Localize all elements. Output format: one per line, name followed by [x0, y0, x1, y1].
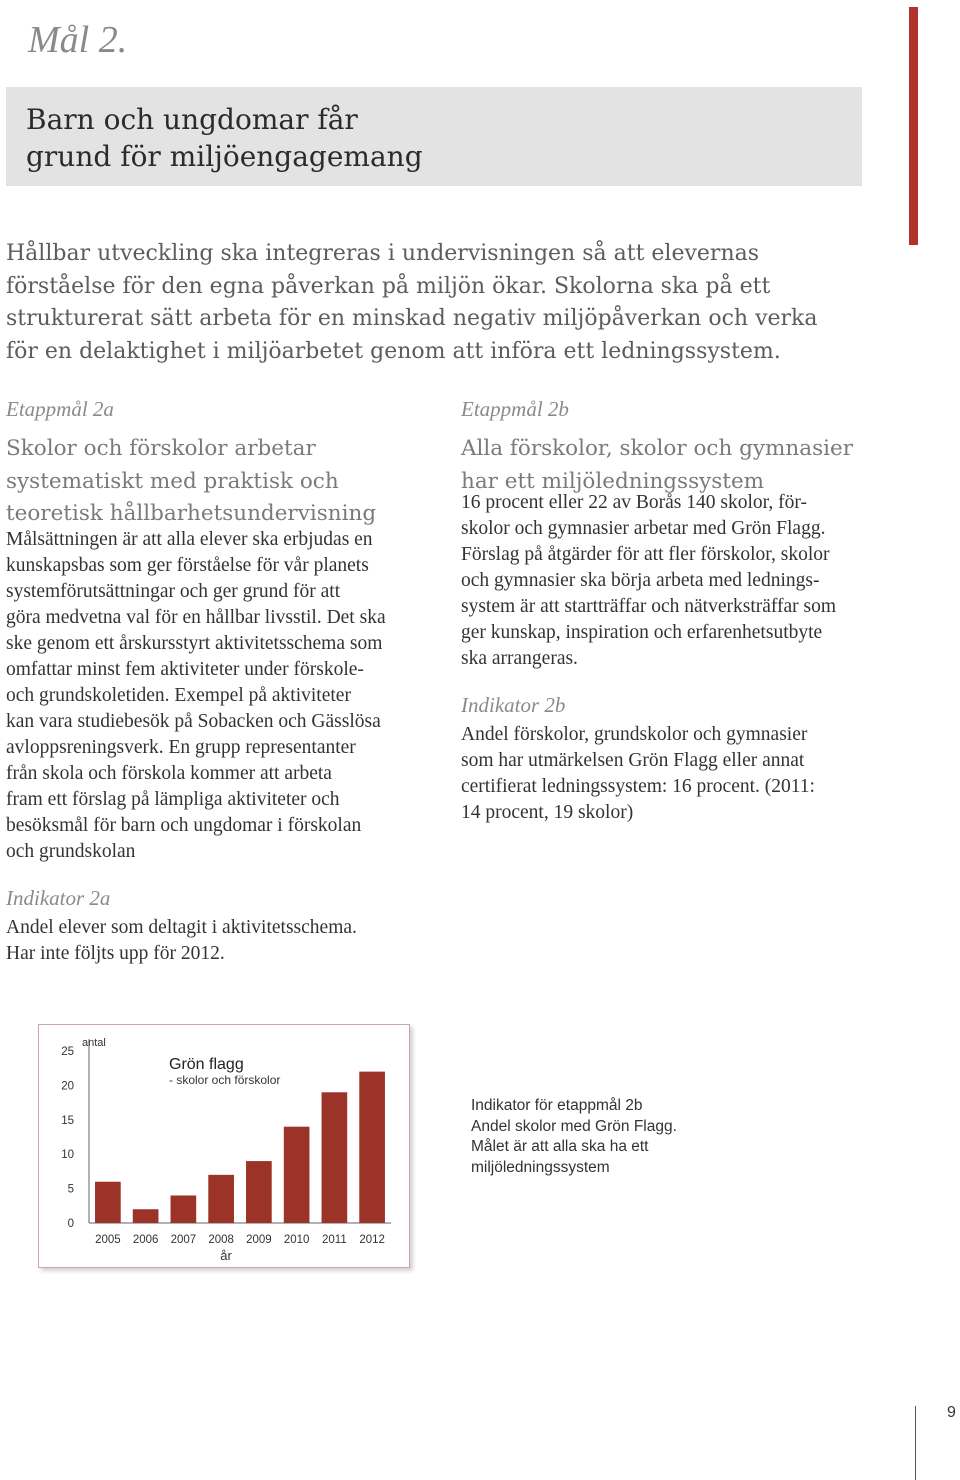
bars-group	[95, 1072, 385, 1223]
body-line: och grundskoletiden. Exempel på aktiviteter	[6, 684, 351, 706]
y-ticks-group	[61, 1046, 74, 1230]
page-title-line: Barn och ungdomar får	[26, 103, 358, 136]
body-line: fram ett förslag på lämpliga aktiviteter och	[6, 788, 340, 810]
indikator-2b-body	[461, 722, 891, 826]
bar-2011	[322, 1092, 348, 1223]
body-line: 14 procent, 19 skolor)	[461, 802, 634, 823]
y-tick-label: 20	[61, 1080, 74, 1093]
goal-label: Mål 2.	[28, 19, 128, 61]
body-line: 16 procent eller 22 av Borås 140 skolor, för-	[461, 492, 807, 513]
etappmal-2b-label: Etappmål 2b	[461, 397, 569, 421]
intro-paragraph	[6, 238, 876, 368]
intro-line: strukturerat sätt arbeta för en minskad negativ miljöpåverkan och verka	[6, 306, 818, 331]
y-tick-label: 25	[61, 1046, 74, 1058]
etappmal-2b-body	[461, 490, 891, 672]
body-line: Har inte följts upp för 2012.	[6, 943, 225, 964]
caption-line: Indikator för etappmål 2b	[471, 1097, 643, 1114]
etappmal-2a-section	[6, 396, 426, 865]
body-line: som har utmärkelsen Grön Flagg eller annat	[461, 750, 805, 771]
body-line: systemförutsättningar och ger grund för att	[6, 580, 341, 602]
page-title	[26, 101, 423, 175]
etappmal-2a-title-line: systematiskt med praktisk och	[6, 468, 339, 494]
x-tick-label: 2009	[246, 1234, 272, 1246]
caption-line: miljöledningssystem	[471, 1158, 610, 1176]
bar-2006	[133, 1209, 159, 1223]
page-number: 9	[947, 1404, 956, 1421]
body-line: Andel elever som deltagit i aktivitetsschema.	[6, 917, 357, 938]
etappmal-2a-title-line: Skolor och förskolor arbetar	[6, 436, 316, 461]
x-tick-label: 2012	[359, 1234, 385, 1246]
indikator-2b-label: Indikator 2b	[461, 693, 566, 717]
body-line: system är att startträffar och nätverksträffar som	[461, 596, 837, 617]
intro-line: Hållbar utveckling ska integreras i undervisningen så att elevernas	[6, 241, 760, 266]
x-tick-label: 2006	[132, 1234, 159, 1246]
body-line: omfattar minst fem aktiviteter under förskole-	[6, 658, 364, 680]
etappmal-2b-title-line: har ett miljöledningssystem	[461, 468, 765, 494]
bar-2005	[95, 1182, 121, 1223]
body-line: och gymnasier ska börja arbeta med lednings-	[461, 570, 820, 591]
bar-2010	[284, 1127, 310, 1223]
bar-2012	[359, 1072, 385, 1223]
y-axis-label: antal	[82, 1037, 106, 1049]
etappmal-2b-section	[461, 396, 891, 826]
y-tick-label: 10	[61, 1149, 74, 1162]
body-line: certifierat ledningssystem: 16 procent. (2011:	[461, 776, 815, 797]
indikator-2a-body	[6, 915, 426, 967]
title-box	[6, 87, 862, 186]
body-line: Förslag på åtgärder för att fler förskolor, skolor	[461, 544, 830, 565]
x-tick-label: 2010	[283, 1234, 310, 1246]
body-line: och grundskolan	[6, 840, 136, 862]
x-tick-label: 2005	[95, 1234, 121, 1246]
x-tick-label: 2007	[170, 1234, 197, 1246]
etappmal-2b-title-line: Alla förskolor, skolor och gymnasier	[461, 436, 853, 461]
body-line: från skola och förskola kommer att arbeta	[6, 762, 332, 784]
etappmal-2a-label: Etappmål 2a	[6, 397, 114, 421]
y-tick-label: 0	[67, 1218, 74, 1230]
body-line: skolor och gymnasier arbetar med Grön Flagg.	[461, 518, 826, 539]
intro-line: för en delaktighet i miljöarbetet genom att införa ett ledningssystem.	[6, 338, 781, 364]
intro-line: förståelse för den egna påverkan på miljön ökar. Skolorna ska på ett	[6, 273, 771, 299]
body-line: ska arrangeras.	[461, 648, 578, 669]
body-line: göra medvetna val för en hållbar livsstil. Det ska	[6, 606, 386, 628]
y-tick-label: 5	[67, 1183, 74, 1196]
caption-line: Andel skolor med Grön Flagg.	[471, 1117, 677, 1135]
bar-2007	[171, 1195, 197, 1223]
etappmal-2b-title	[461, 433, 891, 498]
x-ticks-group	[95, 1234, 385, 1246]
x-tick-label: 2008	[208, 1234, 234, 1246]
body-line: avloppsreningsverk. En grupp representanter	[6, 736, 356, 758]
indikator-2a-label: Indikator 2a	[6, 886, 111, 910]
bar-2009	[246, 1161, 272, 1223]
x-axis-label: år	[220, 1248, 232, 1263]
etappmal-2a-title-line: teoretisk hållbarhetsundervisning	[6, 501, 377, 526]
caption-line: Målet är att alla ska ha ett	[471, 1138, 649, 1155]
bar-2008	[208, 1175, 234, 1223]
etappmal-2a-body	[6, 527, 426, 865]
etappmal-2a-title	[6, 433, 426, 531]
bar-chart-svg	[39, 1025, 409, 1267]
gron-flagg-chart	[38, 1024, 410, 1268]
body-line: ger kunskap, inspiration och erfarenhetsutbyte	[461, 622, 823, 643]
accent-bar	[909, 7, 918, 245]
body-line: Andel förskolor, grundskolor och gymnasier	[461, 724, 808, 745]
indikator-2a-section	[6, 885, 426, 967]
body-line: ske genom ett årskursstyrt aktivitetsschema som	[6, 632, 383, 654]
body-line: besöksmål för barn och ungdomar i förskolan	[6, 814, 362, 836]
page-title-line: grund för miljöengagemang	[26, 140, 423, 173]
y-tick-label: 15	[61, 1114, 74, 1127]
chart-subtitle: - skolor och förskolor	[169, 1073, 281, 1087]
body-line: kan vara studiebesök på Sobacken och Gässlösa	[6, 710, 381, 732]
body-line: kunskapsbas som ger förståelse för vår planets	[6, 554, 369, 576]
x-tick-label: 2011	[322, 1234, 347, 1246]
page-number-rule	[915, 1406, 916, 1480]
chart-title: Grön flagg	[169, 1056, 244, 1073]
body-line: Målsättningen är att alla elever ska erbjudas en	[6, 528, 373, 550]
chart-caption	[471, 1096, 677, 1178]
